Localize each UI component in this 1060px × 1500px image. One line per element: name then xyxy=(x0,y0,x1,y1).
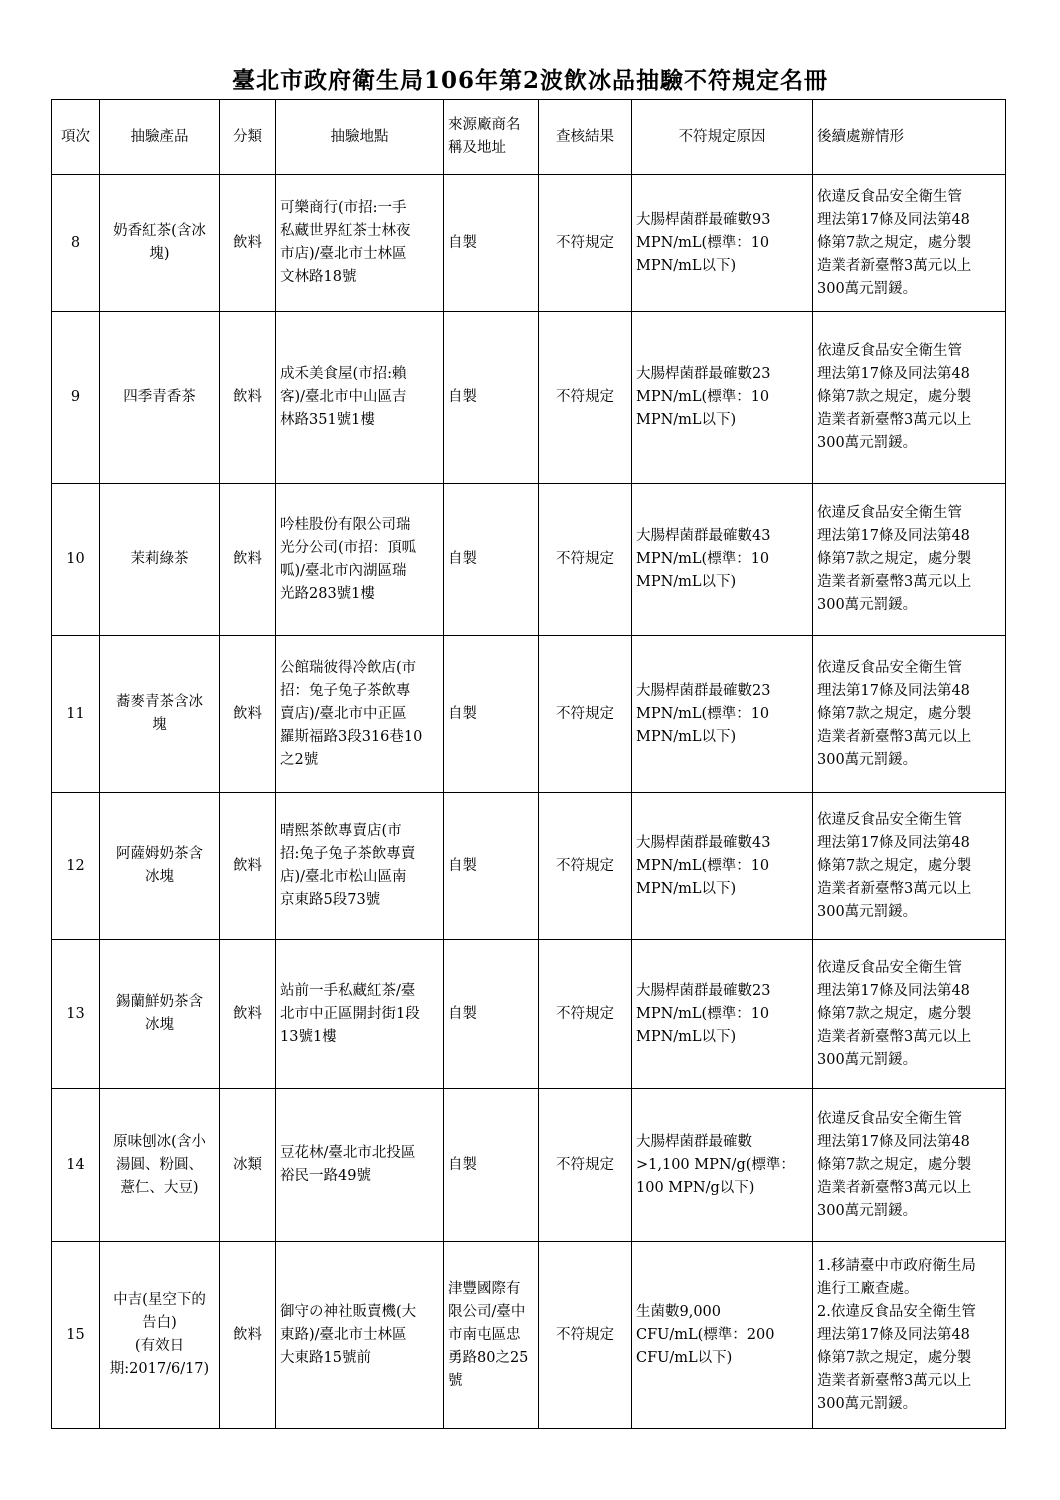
cell-location: 公館瑞彼得冷飲店(市 招：兔子兔子茶飲專 賣店)/臺北市中正區 羅斯福路3段316巷10 之2號 xyxy=(276,636,444,793)
cell-product: 原味刨冰(含小 湯圓、粉圓、 薏仁、大豆) xyxy=(100,1089,220,1242)
cell-category: 飲料 xyxy=(220,636,276,793)
header-source: 來源廠商名 稱及地址 xyxy=(444,100,539,175)
table-row xyxy=(52,1089,1006,1242)
cell-product: 蕎麥青茶含冰 塊 xyxy=(100,636,220,793)
cell-product: 茉莉綠茶 xyxy=(100,484,220,636)
cell-source: 自製 xyxy=(444,1089,539,1242)
cell-category: 飲料 xyxy=(220,484,276,636)
cell-source: 自製 xyxy=(444,175,539,312)
cell-action: 依違反食品安全衛生管 理法第17條及同法第48 條第7款之規定，處分製 造業者新臺幣3萬元以上 300萬元罰鍰。 xyxy=(813,636,1006,793)
cell-source: 自製 xyxy=(444,636,539,793)
cell-result: 不符規定 xyxy=(539,793,632,940)
cell-result: 不符規定 xyxy=(539,636,632,793)
inspection-table xyxy=(51,99,1006,1429)
cell-source: 自製 xyxy=(444,940,539,1089)
cell-location: 可樂商行(市招:一手 私藏世界紅茶士林夜 市店)/臺北市士林區 文林路18號 xyxy=(276,175,444,312)
table-header-row xyxy=(52,100,1006,175)
cell-source: 自製 xyxy=(444,484,539,636)
cell-product: 四季青香茶 xyxy=(100,312,220,484)
header-location: 抽驗地點 xyxy=(276,100,444,175)
cell-no: 10 xyxy=(52,484,100,636)
cell-category: 飲料 xyxy=(220,940,276,1089)
cell-reason: 大腸桿菌群最確數 >1,100 MPN/g(標準： 100 MPN/g以下) xyxy=(632,1089,813,1242)
cell-location: 站前一手私藏紅茶/臺 北市中正區開封街1段 13號1樓 xyxy=(276,940,444,1089)
header-category: 分類 xyxy=(220,100,276,175)
cell-no: 12 xyxy=(52,793,100,940)
cell-product: 錫蘭鮮奶茶含 冰塊 xyxy=(100,940,220,1089)
cell-result: 不符規定 xyxy=(539,484,632,636)
page-title: 臺北市政府衛生局106年第2波飲冰品抽驗不符規定名冊 xyxy=(231,67,828,94)
cell-category: 飲料 xyxy=(220,312,276,484)
cell-location: 御守の神社販賣機(大 東路)/臺北市士林區 大東路15號前 xyxy=(276,1242,444,1429)
cell-no: 14 xyxy=(52,1089,100,1242)
cell-action: 依違反食品安全衛生管 理法第17條及同法第48 條第7款之規定，處分製 造業者新臺幣3萬元以上 300萬元罰鍰。 xyxy=(813,312,1006,484)
cell-result: 不符規定 xyxy=(539,312,632,484)
table-row xyxy=(52,793,1006,940)
cell-location: 成禾美食屋(市招:賴 客)/臺北市中山區吉 林路351號1樓 xyxy=(276,312,444,484)
cell-action: 依違反食品安全衛生管 理法第17條及同法第48 條第7款之規定，處分製 造業者新臺幣3萬元以上 300萬元罰鍰。 xyxy=(813,793,1006,940)
cell-reason: 生菌數9,000 CFU/mL(標準：200 CFU/mL以下) xyxy=(632,1242,813,1429)
cell-category: 飲料 xyxy=(220,175,276,312)
cell-no: 13 xyxy=(52,940,100,1089)
table-row xyxy=(52,484,1006,636)
cell-result: 不符規定 xyxy=(539,1089,632,1242)
cell-no: 9 xyxy=(52,312,100,484)
cell-no: 8 xyxy=(52,175,100,312)
cell-result: 不符規定 xyxy=(539,175,632,312)
cell-no: 11 xyxy=(52,636,100,793)
header-result: 查核結果 xyxy=(539,100,632,175)
cell-product: 阿薩姆奶茶含 冰塊 xyxy=(100,793,220,940)
cell-source: 自製 xyxy=(444,312,539,484)
cell-action: 依違反食品安全衛生管 理法第17條及同法第48 條第7款之規定，處分製 造業者新臺幣3萬元以上 300萬元罰鍰。 xyxy=(813,1089,1006,1242)
cell-product: 奶香紅茶(含冰 塊) xyxy=(100,175,220,312)
cell-action: 依違反食品安全衛生管 理法第17條及同法第48 條第7款之規定，處分製 造業者新臺幣3萬元以上 300萬元罰鍰。 xyxy=(813,175,1006,312)
cell-reason: 大腸桿菌群最確數23 MPN/mL(標準：10 MPN/mL以下) xyxy=(632,636,813,793)
table-row xyxy=(52,940,1006,1089)
cell-reason: 大腸桿菌群最確數93 MPN/mL(標準：10 MPN/mL以下) xyxy=(632,175,813,312)
cell-location: 吟桂股份有限公司瑞 光分公司(市招：頂呱 呱)/臺北市內湖區瑞 光路283號1樓 xyxy=(276,484,444,636)
cell-location: 晴熙茶飲專賣店(市 招:兔子兔子茶飲專賣 店)/臺北市松山區南 京東路5段73號 xyxy=(276,793,444,940)
cell-result: 不符規定 xyxy=(539,1242,632,1429)
cell-reason: 大腸桿菌群最確數23 MPN/mL(標準：10 MPN/mL以下) xyxy=(632,312,813,484)
table-row xyxy=(52,1242,1006,1429)
cell-action: 依違反食品安全衛生管 理法第17條及同法第48 條第7款之規定，處分製 造業者新臺幣3萬元以上 300萬元罰鍰。 xyxy=(813,940,1006,1089)
cell-category: 飲料 xyxy=(220,1242,276,1429)
table-row xyxy=(52,636,1006,793)
cell-location: 豆花林/臺北市北投區 裕民一路49號 xyxy=(276,1089,444,1242)
cell-source: 自製 xyxy=(444,793,539,940)
cell-no: 15 xyxy=(52,1242,100,1429)
header-action: 後續處辦情形 xyxy=(813,100,1006,175)
cell-action: 依違反食品安全衛生管 理法第17條及同法第48 條第7款之規定，處分製 造業者新臺幣3萬元以上 300萬元罰鍰。 xyxy=(813,484,1006,636)
cell-category: 飲料 xyxy=(220,793,276,940)
cell-reason: 大腸桿菌群最確數43 MPN/mL(標準：10 MPN/mL以下) xyxy=(632,793,813,940)
cell-reason: 大腸桿菌群最確數43 MPN/mL(標準：10 MPN/mL以下) xyxy=(632,484,813,636)
cell-result: 不符規定 xyxy=(539,940,632,1089)
header-product: 抽驗產品 xyxy=(100,100,220,175)
cell-product: 中吉(星空下的 告白) (有效日 期:2017/6/17) xyxy=(100,1242,220,1429)
cell-action: 1.移請臺中市政府衛生局 進行工廠查處。 2.依違反食品安全衛生管 理法第17條及同法第48 條第7款之規定，處分製 造業者新臺幣3萬元以上 300萬元罰鍰。 xyxy=(813,1242,1006,1429)
table-row xyxy=(52,175,1006,312)
header-no: 項次 xyxy=(52,100,100,175)
cell-category: 冰類 xyxy=(220,1089,276,1242)
cell-reason: 大腸桿菌群最確數23 MPN/mL(標準：10 MPN/mL以下) xyxy=(632,940,813,1089)
cell-source: 津豐國際有 限公司/臺中 市南屯區忠 勇路80之25 號 xyxy=(444,1242,539,1429)
table-row xyxy=(52,312,1006,484)
header-reason: 不符規定原因 xyxy=(632,100,813,175)
